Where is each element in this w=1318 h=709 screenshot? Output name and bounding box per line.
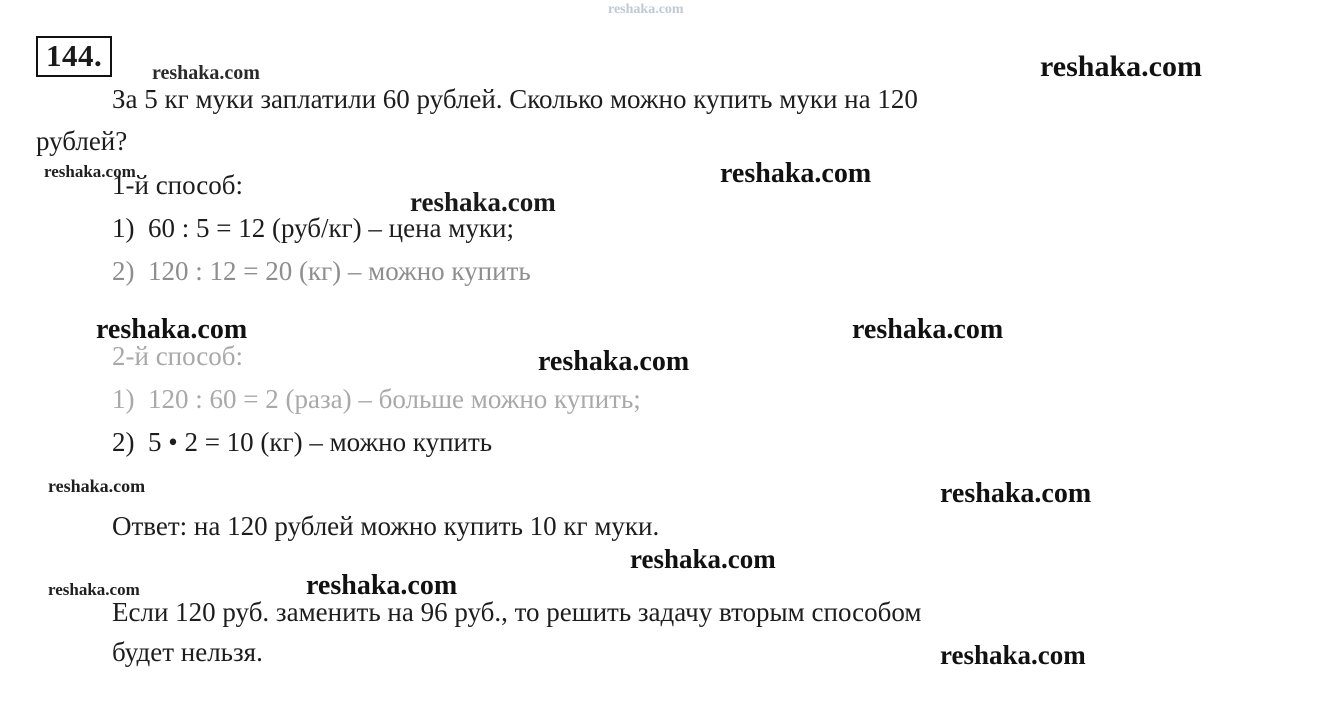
note-line-2: будет нельзя. bbox=[112, 637, 263, 667]
watermark: reshaka.com bbox=[940, 478, 1092, 509]
watermark: reshaka.com bbox=[96, 314, 248, 345]
watermark: reshaka.com bbox=[306, 570, 458, 601]
watermark: reshaka.com bbox=[940, 640, 1086, 670]
watermark: reshaka.com bbox=[48, 476, 146, 496]
watermark: reshaka.com bbox=[152, 62, 260, 84]
method2-title: 2-й способ: bbox=[112, 341, 244, 371]
watermark: reshaka.com bbox=[852, 314, 1004, 345]
watermark: reshaka.com bbox=[410, 187, 556, 217]
statement-line-1: За 5 кг муки заплатили 60 рублей. Сколько можно купить муки на 120 bbox=[112, 84, 918, 114]
method1-title: 1-й способ: bbox=[112, 170, 244, 200]
watermark: reshaka.com bbox=[1040, 50, 1202, 83]
watermark-top: reshaka.com bbox=[608, 2, 684, 17]
method1-step-2: 2) 120 : 12 = 20 (кг) – можно купить bbox=[112, 256, 531, 286]
statement-line-2: рублей? bbox=[36, 126, 128, 156]
watermark: reshaka.com bbox=[630, 544, 776, 574]
method2-step-2: 2) 5 • 2 = 10 (кг) – можно купить bbox=[112, 427, 493, 457]
watermark: reshaka.com bbox=[720, 158, 872, 189]
answer-line: Ответ: на 120 рублей можно купить 10 кг муки. bbox=[112, 511, 660, 541]
note-line-1: Если 120 руб. заменить на 96 руб., то решить задачу вторым способом bbox=[112, 597, 922, 627]
watermark: reshaka.com bbox=[538, 346, 690, 377]
method1-step-1: 1) 60 : 5 = 12 (руб/кг) – цена муки; bbox=[112, 213, 514, 243]
watermark: reshaka.com bbox=[48, 580, 140, 599]
method2-step-1: 1) 120 : 60 = 2 (раза) – больше можно купить; bbox=[112, 384, 641, 414]
watermark: reshaka.com bbox=[44, 162, 136, 181]
task-number-badge: 144. bbox=[36, 36, 112, 77]
